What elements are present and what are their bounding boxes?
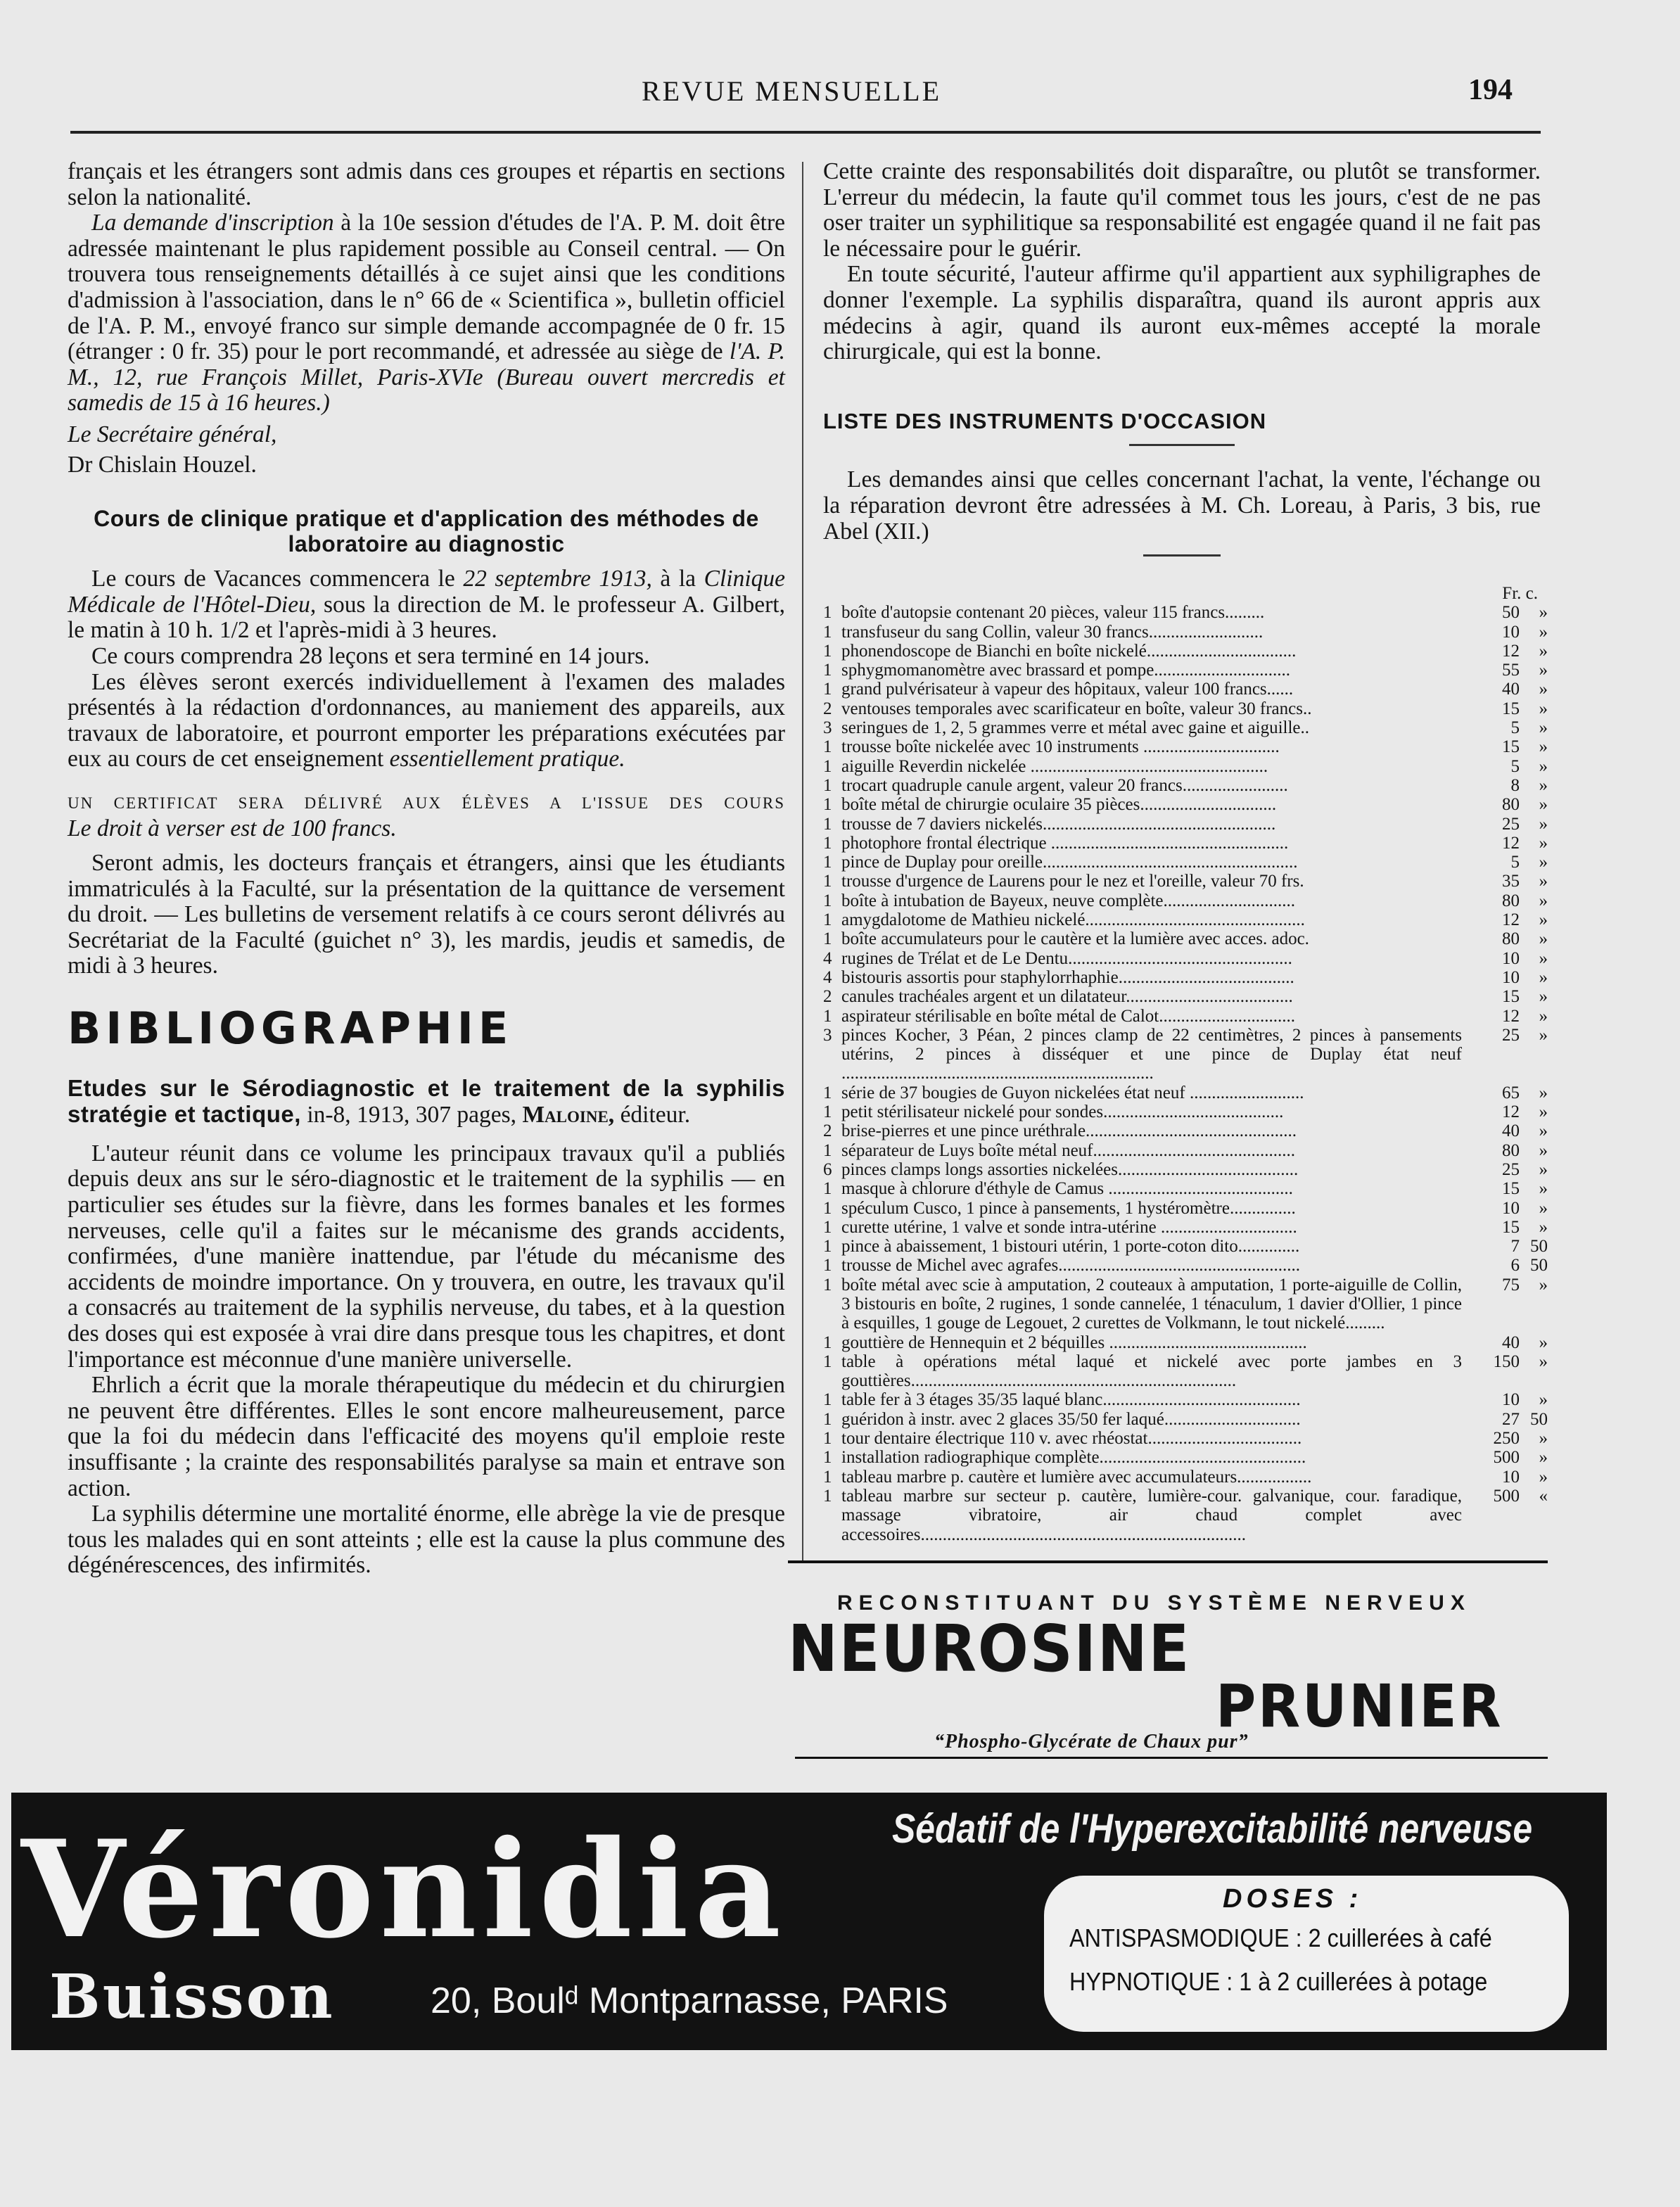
instrument-price-centimes: » — [1539, 1467, 1548, 1487]
instrument-description: boîte métal de chirurgie oculaire 35 pièces............................... — [841, 795, 1277, 815]
instrument-price-francs: 15 — [1502, 737, 1520, 757]
instrument-price-centimes: » — [1539, 1083, 1548, 1102]
instrument-price-francs: 10 — [1502, 967, 1520, 987]
instrument-quantity: 1 — [823, 814, 832, 834]
instrument-description: seringues de 1, 2, 5 grammes verre et métal avec gaine et aiguille.. — [841, 718, 1310, 738]
instrument-description: pince de Duplay pour oreille.......................................................... — [841, 853, 1298, 872]
inline-text: Le cours de Vacances commencera le — [91, 566, 455, 592]
inline-emphasis: La demande d'inscription — [91, 210, 334, 236]
instrument-price-francs: 10 — [1502, 1467, 1520, 1487]
inline-text: à la 10e session d'études de l'A. P. M. doit être adressée maintenant le plus rapidement possible au Conseil central. — On trouvera tous renseignements détaillés à ce sujet ainsi que les conditions d'admission à l'association, dans le n° 66 de « Scientifica », bulletin officiel de l'A. P. M., envoyé franco sur simple demande accompagnée de 0 fr. 15 (étranger : 0 fr. 35) pour le port recommandé, et adressée au siège de — [68, 210, 785, 365]
instrument-row — [823, 1199, 1548, 1218]
instrument-price-centimes: » — [1539, 891, 1548, 910]
instrument-quantity: 1 — [823, 1083, 832, 1102]
instrument-row — [823, 1448, 1548, 1467]
instrument-price-francs: 50 — [1502, 603, 1520, 623]
ad-product-name: NEUROSINE — [788, 1611, 1191, 1686]
instrument-price-francs: 10 — [1502, 948, 1520, 968]
instrument-description: installation radiographique complète............................................... — [841, 1448, 1306, 1468]
instrument-row — [823, 1102, 1548, 1121]
instrument-quantity: 1 — [823, 622, 832, 642]
instrument-quantity: 1 — [823, 1179, 832, 1199]
section-heading: LISTE DES INSTRUMENTS D'OCCASION — [823, 408, 1267, 433]
instrument-row — [823, 1007, 1548, 1026]
banner-address: 20, Boulᵈ Montparnasse, PARIS — [431, 1980, 948, 2021]
instrument-price-centimes: » — [1539, 948, 1548, 968]
short-rule — [1129, 444, 1235, 446]
instrument-quantity: 1 — [823, 1333, 832, 1352]
instrument-description: série de 37 bougies de Guyon nickelées état neuf .......................... — [841, 1083, 1304, 1102]
instrument-row — [823, 1429, 1548, 1448]
instrument-row — [823, 1121, 1548, 1140]
instrument-description: tableau marbre p. cautère et lumière avec accumulateurs................. — [841, 1467, 1312, 1487]
instrument-price-francs: 80 — [1502, 891, 1520, 910]
instrument-description: aspirateur stérilisable en boîte métal de Calot............................... — [841, 1006, 1295, 1026]
instrument-row — [823, 776, 1548, 795]
instrument-description: table fer à 3 étages 35/35 laqué blanc............................................. — [841, 1390, 1301, 1410]
instrument-price-centimes: » — [1539, 718, 1548, 738]
instrument-quantity: 1 — [823, 1217, 832, 1237]
instrument-row — [823, 872, 1548, 891]
instrument-row — [823, 1083, 1548, 1102]
instrument-price-centimes: » — [1539, 814, 1548, 834]
instrument-description: pinces clamps longs assorties nickelées......................................... — [841, 1159, 1299, 1179]
instrument-row — [823, 853, 1548, 872]
book-publisher-role: éditeur. — [620, 1102, 691, 1128]
instrument-quantity: 3 — [823, 718, 832, 738]
instrument-description: bistouris assortis pour staphylorrhaphie........................................ — [841, 967, 1294, 987]
instrument-description: pince à abaissement, 1 bistouri utérin, 1 porte-coton dito.............. — [841, 1237, 1300, 1257]
instrument-description: aiguille Reverdin nickelée ...................................................... — [841, 756, 1268, 776]
instrument-quantity: 1 — [823, 833, 832, 853]
instrument-description: boîte métal avec scie à amputation, 2 couteaux à amputation, 1 porte-aiguille de Collin, 3 bistouris en boîte, 2 rugines, 1 sonde cannelée, 1 ténaculum, 1 davier d'Ollier, 1 pince à esquilles, 1 gouge de Legouet, 2 curettes de Volkmann, le tout nickelé......... — [841, 1275, 1462, 1333]
instrument-price-centimes: » — [1539, 1198, 1548, 1218]
paragraph: français et les étrangers sont admis dans ces groupes et répartis en sections selon la nationalité. — [68, 158, 785, 210]
page-number: 194 — [1468, 74, 1513, 106]
instrument-price-centimes: » — [1539, 967, 1548, 987]
instrument-quantity: 1 — [823, 1256, 832, 1276]
instrument-price-francs: 8 — [1510, 775, 1520, 795]
instrument-row — [823, 968, 1548, 987]
instrument-quantity: 1 — [823, 872, 832, 891]
instrument-description: canules trachéales argent et un dilatateur...................................... — [841, 987, 1293, 1007]
instrument-quantity: 4 — [823, 948, 832, 968]
page-header — [70, 68, 1513, 124]
instrument-description: grand pulvérisateur à vapeur des hôpitaux, valeur 100 francs...... — [841, 680, 1294, 699]
instrument-row — [823, 1026, 1548, 1083]
instrument-row — [823, 1218, 1548, 1237]
instrument-quantity: 1 — [823, 1390, 832, 1410]
banner-product-name: Véronidia — [21, 1811, 787, 1968]
instrument-price-francs: 5 — [1510, 853, 1520, 872]
instrument-price-francs: 15 — [1502, 987, 1520, 1007]
instrument-price-centimes: » — [1539, 833, 1548, 853]
instrument-price-francs: 250 — [1493, 1429, 1520, 1449]
instrument-price-francs: 15 — [1502, 699, 1520, 718]
instrument-price-centimes: » — [1539, 1140, 1548, 1160]
instrument-quantity: 1 — [823, 1409, 832, 1429]
instrument-quantity: 4 — [823, 967, 832, 987]
instrument-quantity: 1 — [823, 680, 832, 699]
paragraph: La syphilis détermine une mortalité énorme, elle abrège la vie de presque tous les malades qui en sont atteints ; elle est la cause la plus commune des dégénérescences, des infirmités. — [68, 1501, 785, 1579]
instrument-price-francs: 80 — [1502, 795, 1520, 815]
instrument-quantity: 1 — [823, 1275, 832, 1295]
instrument-description: spéculum Cusco, 1 pince à pansements, 1 hystéromètre............... — [841, 1198, 1296, 1218]
section-heading: Cours de clinique pratique et d'application des méthodes de laboratoire au diagnostic — [94, 506, 759, 557]
instrument-row — [823, 1468, 1548, 1487]
instrument-row — [823, 1352, 1548, 1391]
dose-antispasmodic: ANTISPASMODIQUE : 2 cuillerées à café — [1069, 1923, 1492, 1952]
column-separator — [802, 162, 803, 1562]
instrument-price-francs: 150 — [1493, 1351, 1520, 1371]
instrument-row — [823, 661, 1548, 680]
instrument-description: tableau marbre sur secteur p. cautère, lumière-cour. galvanique, cour. faradique, massage vibratoire, air chaud complet avec accessoires.......................................................................... — [841, 1486, 1462, 1544]
instrument-row — [823, 795, 1548, 814]
instrument-quantity: 1 — [823, 910, 832, 930]
instrument-row — [823, 757, 1548, 776]
instrument-price-francs: 25 — [1502, 814, 1520, 834]
book-meta: in-8, 1913, 307 pages, — [307, 1102, 517, 1128]
instrument-row — [823, 623, 1548, 642]
instrument-description: boîte accumulateurs pour le cautère et la lumière avec acces. adoc. — [841, 929, 1309, 949]
instrument-quantity: 1 — [823, 1140, 832, 1160]
certificate-notice: UN CERTIFICAT SERA DÉLIVRÉ AUX ÉLÈVES A L'ISSUE DES COURS — [68, 794, 785, 812]
instrument-price-centimes: 50 — [1530, 1409, 1548, 1429]
instrument-description: trousse de 7 daviers nickelés..................................................... — [841, 814, 1276, 834]
instrument-quantity: 1 — [823, 737, 832, 757]
instrument-row — [823, 1390, 1548, 1409]
bibliography-heading: BIBLIOGRAPHIE — [68, 1003, 514, 1055]
instrument-price-francs: 27 — [1502, 1409, 1520, 1429]
instrument-price-francs: 75 — [1502, 1275, 1520, 1295]
instrument-row — [823, 1333, 1548, 1352]
paragraph — [68, 670, 785, 772]
instrument-price-francs: 7 — [1510, 1237, 1520, 1257]
paragraph — [68, 210, 785, 416]
inline-emphasis: l'A. P. M., 12, rue François Millet, Paris-XVIe (Bureau ouvert mercredis et samedis de 15 à 16 heures.) — [68, 338, 785, 416]
instrument-row — [823, 834, 1548, 853]
paragraph — [68, 566, 785, 644]
instrument-quantity: 1 — [823, 775, 832, 795]
instrument-description: trousse de Michel avec agrafes....................................................... — [841, 1256, 1300, 1276]
instrument-row — [823, 1487, 1548, 1544]
header-rule — [70, 131, 1541, 134]
instrument-price-francs: 15 — [1502, 1217, 1520, 1237]
instrument-price-francs: 12 — [1502, 910, 1520, 930]
instrument-price-francs: 10 — [1502, 622, 1520, 642]
instrument-quantity: 1 — [823, 1006, 832, 1026]
instrument-price-francs: 500 — [1493, 1486, 1520, 1506]
inline-emphasis: 22 septembre 1913, — [463, 566, 652, 592]
book-publisher: Maloine, — [522, 1102, 615, 1128]
instrument-quantity: 1 — [823, 1351, 832, 1371]
instrument-quantity: 2 — [823, 1121, 832, 1141]
instrument-rows — [823, 603, 1548, 1544]
instrument-row — [823, 1276, 1548, 1333]
instrument-price-centimes: » — [1539, 1179, 1548, 1199]
instrument-price-centimes: 50 — [1530, 1237, 1548, 1257]
ad-subtitle: “Phospho-Glycérate de Chaux pur” — [934, 1731, 1249, 1753]
book-title: Etudes sur le Sérodiagnostic et le traitement de la syphilis stratégie et tactique, — [68, 1074, 785, 1128]
instrument-row — [823, 718, 1548, 737]
instrument-quantity: 1 — [823, 1448, 832, 1468]
short-rule — [1143, 554, 1221, 556]
instrument-quantity: 1 — [823, 1102, 832, 1122]
instrument-price-francs: 10 — [1502, 1198, 1520, 1218]
instrument-price-francs: 25 — [1502, 1025, 1520, 1045]
paragraph: Ce cours comprendra 28 leçons et sera terminé en 14 jours. — [91, 642, 650, 669]
instrument-price-francs: 6 — [1510, 1256, 1520, 1276]
instrument-quantity: 1 — [823, 661, 832, 680]
instrument-price-centimes: » — [1539, 1351, 1548, 1371]
instrument-description: gouttière de Hennequin et 2 béquilles ............................................. — [841, 1333, 1307, 1352]
instrument-price-francs: 40 — [1502, 1121, 1520, 1141]
instrument-row — [823, 910, 1548, 929]
instrument-quantity: 1 — [823, 1467, 832, 1487]
instrument-price-centimes: » — [1539, 622, 1548, 642]
instrument-row — [823, 949, 1548, 968]
instrument-price-francs: 5 — [1510, 718, 1520, 738]
paragraph: Les demandes ainsi que celles concernant l'achat, la vente, l'échange ou la réparation devront être adressées à M. Ch. Loreau, à Paris, 3 bis, rue Abel (XII.) — [823, 466, 1541, 545]
instrument-row — [823, 1256, 1548, 1275]
ad-brand-name: PRUNIER — [1216, 1672, 1503, 1741]
instrument-description: ventouses temporales avec scarificateur en boîte, valeur 30 francs.. — [841, 699, 1312, 718]
instrument-row — [823, 1160, 1548, 1179]
instrument-quantity: 1 — [823, 756, 832, 776]
instrument-quantity: 1 — [823, 1486, 832, 1506]
paragraph: L'auteur réunit dans ce volume les principaux travaux qu'il a publiés depuis deux ans sur le séro-diagnostic et le traitement de la syphilis — en particulier ses études sur la fièvre, dans les formes banales et les formes nerveuses, celle qu'il a faites sur le mécanisme des grands accidents, confirmées, d'une manière inattendue, par l'étude du mécanisme des accidents de moindre importance. On y trouvera, en outre, les travaux qu'il a consacrés au traitement de la syphilis nerveuse, du tabes, et à la question des doses qui est exposée à vrai dire dans presque tous les chapitres, et dont l'importance est méconnue d'une manière universelle. — [68, 1140, 785, 1373]
instrument-quantity: 1 — [823, 603, 832, 623]
instrument-row — [823, 1410, 1548, 1429]
banner-slogan: Sédatif de l'Hyperexcitabilité nerveuse — [892, 1806, 1533, 1852]
instrument-quantity: 2 — [823, 987, 832, 1007]
instrument-price-francs: 25 — [1502, 1159, 1520, 1179]
instrument-description: trousse boîte nickelée avec 10 instruments ............................... — [841, 737, 1280, 757]
instrument-price-centimes: » — [1539, 661, 1548, 680]
instrument-price-centimes: » — [1539, 1217, 1548, 1237]
instrument-price-centimes: » — [1539, 1006, 1548, 1026]
instrument-price-centimes: » — [1539, 1390, 1548, 1410]
instrument-price-centimes: » — [1539, 1159, 1548, 1179]
instrument-quantity: 1 — [823, 853, 832, 872]
instrument-row — [823, 737, 1548, 756]
inline-text: Les élèves seront exercés individuellement à l'examen des malades présentés à la rédaction d'ordonnances, au maniement des appareils, aux travaux de laboratoire, et pourront emporter les préparations exécutées par eux au cours de cet enseignement — [68, 668, 785, 772]
instrument-quantity: 2 — [823, 699, 832, 718]
fee-notice: Le droit à verser est de 100 francs. — [68, 815, 397, 842]
right-column — [823, 159, 1541, 556]
instrument-price-centimes: » — [1539, 1025, 1548, 1045]
instrument-quantity: 1 — [823, 795, 832, 815]
instrument-quantity: 6 — [823, 1159, 832, 1179]
inline-emphasis: Clinique Médicale de l'Hôtel-Dieu, — [68, 566, 786, 618]
instrument-price-francs: 80 — [1502, 1140, 1520, 1160]
instrument-list — [823, 584, 1548, 1544]
paragraph: Ehrlich a écrit que la morale thérapeutique du médecin et du chirurgien ne peuvent être différentes. Elles le sont encore malheureusement, parce que la foi du médecin dans l'efficacité des moyens qu'il emploie reste insuffisante ; la crainte des responsabilités paralyse sa main et entrave son action. — [68, 1372, 785, 1501]
instrument-price-francs: 40 — [1502, 1333, 1520, 1352]
instrument-price-francs: 40 — [1502, 680, 1520, 699]
instrument-description: curette utérine, 1 valve et sonde intra-utérine ............................... — [841, 1217, 1297, 1237]
instrument-description: boîte d'autopsie contenant 20 pièces, valeur 115 francs......... — [841, 603, 1265, 623]
instrument-description: masque à chlorure d'éthyle de Camus .......................................... — [841, 1179, 1293, 1199]
instrument-price-francs: 55 — [1502, 661, 1520, 680]
dose-hypnotic: HYPNOTIQUE : 1 à 2 cuillerées à potage — [1069, 1967, 1488, 1996]
instrument-price-francs: 15 — [1502, 1179, 1520, 1199]
paragraph: Cette crainte des responsabilités doit disparaître, ou plutôt se transformer. L'erreur du médecin, la faute qu'il commet tous les jours, c'est de ne pas oser traiter un syphilitique sa responsabilité est engagée quand il ne fait pas le nécessaire pour le guérir. — [823, 158, 1541, 262]
left-column — [68, 159, 785, 1579]
book-reference — [68, 1076, 785, 1128]
ad-bottom-rule — [795, 1757, 1548, 1759]
instrument-price-centimes: » — [1539, 641, 1548, 661]
instrument-price-centimes: » — [1539, 775, 1548, 795]
instrument-price-centimes: » — [1539, 795, 1548, 815]
instrument-price-centimes: 50 — [1530, 1256, 1548, 1276]
instrument-row — [823, 815, 1548, 834]
inline-text: sous la direction de M. le professeur A. Gilbert, le matin à 10 h. 1/2 et l'après-midi à 3 heures. — [68, 591, 785, 644]
instrument-description: séparateur de Luys boîte métal neuf.............................................. — [841, 1140, 1295, 1160]
instrument-quantity: 3 — [823, 1025, 832, 1045]
inline-emphasis: essentiellement pratique. — [389, 746, 625, 772]
instrument-row — [823, 603, 1548, 622]
instrument-row — [823, 1141, 1548, 1160]
instrument-description: rugines de Trélat et de Le Dentu................................................... — [841, 948, 1292, 968]
instrument-price-francs: 65 — [1502, 1083, 1520, 1102]
instrument-price-francs: 12 — [1502, 641, 1520, 661]
instrument-description: trousse d'urgence de Laurens pour le nez et l'oreille, valeur 70 frs. — [841, 872, 1304, 891]
signature-name: Dr Chislain Houzel. — [68, 451, 257, 478]
instrument-quantity: 1 — [823, 929, 832, 949]
instrument-price-centimes: » — [1539, 853, 1548, 872]
instrument-description: petit stérilisateur nickelé pour sondes......................................... — [841, 1102, 1284, 1122]
instrument-price-centimes: » — [1539, 603, 1548, 623]
instrument-price-centimes: » — [1539, 1429, 1548, 1449]
journal-title: REVUE MENSUELLE — [641, 75, 942, 107]
instrument-price-francs: 5 — [1510, 756, 1520, 776]
instrument-row — [823, 987, 1548, 1006]
instrument-description: trocart quadruple canule argent, valeur 20 francs........................ — [841, 775, 1288, 795]
instrument-price-centimes: » — [1539, 1333, 1548, 1352]
instrument-row — [823, 1237, 1548, 1256]
instrument-price-francs: 12 — [1502, 1006, 1520, 1026]
ad-tagline: RECONSTITUANT DU SYSTÈME NERVEUX — [837, 1591, 1471, 1615]
instrument-price-centimes: » — [1539, 910, 1548, 930]
instrument-quantity: 1 — [823, 891, 832, 910]
instrument-price-francs: 500 — [1493, 1448, 1520, 1468]
instrument-price-centimes: » — [1539, 872, 1548, 891]
instrument-row — [823, 929, 1548, 948]
instrument-description: guéridon à instr. avec 2 glaces 35/50 fer laqué............................... — [841, 1409, 1301, 1429]
instrument-price-francs: 80 — [1502, 929, 1520, 949]
paragraph: Seront admis, les docteurs français et étrangers, ainsi que les étudiants immatriculés à la Faculté, sur la présentation de la quittance de versement du droit. — Les bulletins de versement relatifs à ce cours seront délivrés au Secrétariat de la Faculté (guichet n° 3), les mardis, jeudis et samedis, de midi à 3 heures. — [68, 850, 785, 979]
instrument-description: tour dentaire électrique 110 v. avec rhéostat................................... — [841, 1429, 1302, 1449]
ad-top-rule — [788, 1560, 1548, 1563]
instrument-price-francs: 12 — [1502, 1102, 1520, 1122]
instrument-price-centimes: » — [1539, 699, 1548, 718]
instrument-price-centimes: » — [1539, 1275, 1548, 1295]
signature-role: Le Secrétaire général, — [68, 421, 277, 447]
doses-title: DOSES : — [1223, 1884, 1363, 1914]
instrument-price-centimes: » — [1539, 756, 1548, 776]
instrument-price-centimes: « — [1539, 1486, 1548, 1506]
instrument-quantity: 1 — [823, 641, 832, 661]
instrument-description: table à opérations métal laqué et nickelé avec porte jambes en 3 gouttières.......................................................................... — [841, 1351, 1462, 1391]
instrument-price-centimes: » — [1539, 680, 1548, 699]
instrument-price-francs: 12 — [1502, 833, 1520, 853]
instrument-row — [823, 699, 1548, 718]
instrument-row — [823, 891, 1548, 910]
paragraph: En toute sécurité, l'auteur affirme qu'il appartient aux syphiligraphes de donner l'exemple. La syphilis disparaîtra, quand ils auront appris aux médecins à agir, quand ils auront eux-mêmes accepté la morale chirurgicale, qui est la bonne. — [823, 261, 1541, 365]
instrument-price-centimes: » — [1539, 987, 1548, 1007]
inline-text: à la — [660, 566, 696, 592]
instrument-description: brise-pierres et une pince uréthrale................................................ — [841, 1121, 1297, 1141]
instrument-price-centimes: » — [1539, 1121, 1548, 1141]
instrument-description: sphygmomanomètre avec brassard et pompe............................... — [841, 661, 1291, 680]
instrument-price-centimes: » — [1539, 737, 1548, 757]
instrument-row — [823, 1179, 1548, 1198]
instrument-description: boîte à intubation de Bayeux, neuve complète.............................. — [841, 891, 1295, 910]
price-column-header: Fr. c. — [1502, 584, 1538, 603]
instrument-description: amygdalotome de Mathieu nickelé.................................................. — [841, 910, 1305, 930]
instrument-quantity: 1 — [823, 1429, 832, 1449]
instrument-price-centimes: » — [1539, 929, 1548, 949]
instrument-price-francs: 35 — [1502, 872, 1520, 891]
instrument-price-centimes: » — [1539, 1448, 1548, 1468]
instrument-price-francs: 10 — [1502, 1390, 1520, 1410]
instrument-description: photophore frontal électrique ...................................................... — [841, 833, 1289, 853]
banner-maker: Buisson — [49, 1961, 335, 2033]
instrument-row — [823, 680, 1548, 699]
instrument-quantity: 1 — [823, 1237, 832, 1257]
instrument-description: pinces Kocher, 3 Péan, 2 pinces clamp de 22 centimètres, 2 pinces à pansements utérins, 2 pinces à disséquer et une pince de Duplay état neuf ....................................................................... — [841, 1025, 1462, 1083]
instrument-description: transfuseur du sang Collin, valeur 30 francs.......................... — [841, 622, 1264, 642]
instrument-description: phonendoscope de Bianchi en boîte nickelé.................................. — [841, 641, 1297, 661]
instrument-price-centimes: » — [1539, 1102, 1548, 1122]
instrument-quantity: 1 — [823, 1198, 832, 1218]
instrument-row — [823, 642, 1548, 661]
